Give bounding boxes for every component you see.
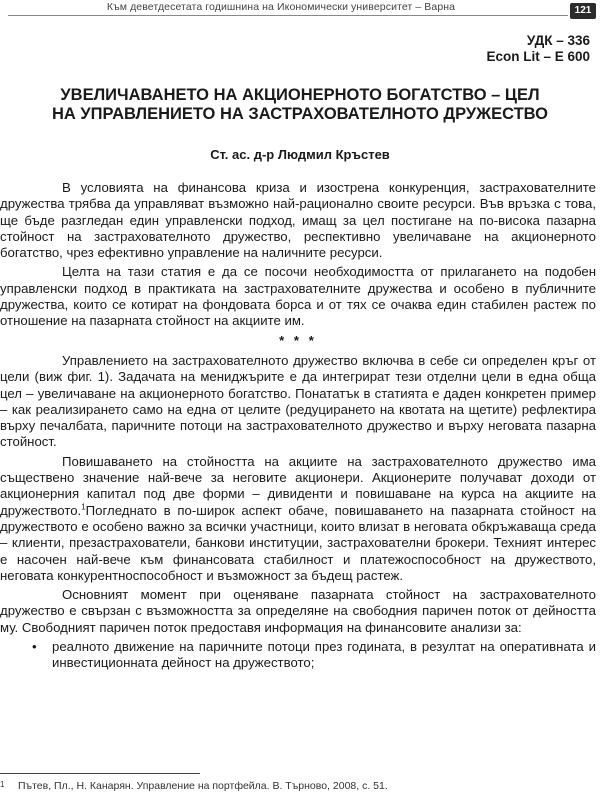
footnote-mark: 1 (0, 780, 5, 789)
footnote-divider (0, 773, 200, 774)
article-title (20, 86, 580, 124)
footnote-text: Пътев, Пл., Н. Канарян. Управление на портфейла. В. Търново, 2008, с. 51. (18, 780, 388, 792)
footnote (0, 780, 596, 792)
classification-codes (486, 33, 590, 65)
running-header (0, 0, 600, 20)
article-author: Ст. ас. д-р Людмил Кръстев (210, 147, 390, 162)
bullet-text: реалното движение на паричните потоци през годината, в резултат на оперативната и инвестиционната дейност на дружеството; (52, 639, 596, 671)
body-paragraph: Основният момент при оценяване пазарната стойност на застрахователното дружество е свързан с възможността за определяне на свободния паричен поток от дейността му. Свободният паричен поток предоставя информация на финансовите анализи за: (0, 587, 596, 635)
econlit-code: Econ Lit – E 600 (486, 49, 590, 64)
body-paragraph: Целта на тази статия е да се посочи необходимостта от прилагането на подобен управленски подход в практиката на застрахователните дружества и особено в публичните дружества, които се котират на фондовата борса и от тях се очаква един стабилен растеж по отношение на пазарната стойност на акциите им. (0, 264, 596, 329)
body-paragraph: В условията на финансова криза и изострена конкуренция, застрахователните дружества трябва да управляват възможно най-рационално своите ресурси. Във връзка с това, ще бъде разгледан един управленски подход, имащ за цел постигане на по-висока пазарна стойност на застрахователното дружество, респективно увеличаване на акционерното богатство, чрез ефективно управление на наличните ресурси. (0, 180, 596, 261)
body-paragraph: Управлението на застрахователното дружество включва в себе си определен кръг от цели (виж фиг. 1). Задачата на мениджърите е да интегрират тези отделни цели в една обща цел – увеличаване на акционерното богатство. Понататък в статията е даден конкретен пример – как реализирането само на една от целите (редуцирането на квотата на щетите) рефлектира върху печалбата, паричните потоци на застрахователното дружество и върху неговата пазарна стойност. (0, 352, 596, 450)
bullet-list (0, 639, 596, 672)
body-paragraph-text: Повишаването на стойността на акциите на застрахователното дружество има съществено значение най-вече за неговите акционери. Акционерите получават доходи от акционерния капитал под две форми – дивиденти и повишаване на курса на акциите на дружеството. (0, 453, 596, 518)
bullet-item (0, 639, 596, 672)
udc-code: УДК – 336 (526, 33, 590, 48)
bullet-icon: • (32, 639, 37, 655)
header-divider (8, 15, 568, 16)
running-header-title: Към деветдесетата годишнина на Икономически университет – Варна (106, 1, 456, 13)
article-body (0, 180, 596, 672)
body-paragraph-text: Погледнато в по-широк аспект обаче, повишаването на пазарната стойност на дружеството е особено важно за всички участници, които влизат в неговата обкръжаваща среда – клиенти, презастрахователи, банкови институции, застрахователни брокери. Техният интерес е насочен най-вече към финансовата стабилност и платежоспособност на дружеството, неговата конкурентноспособност и възможност за бъдещ растеж. (0, 502, 596, 583)
page-number: 121 (570, 3, 596, 19)
article-title-line-2: НА УПРАВЛЕНИЕТО НА ЗАСТРАХОВАТЕЛНОТО ДРУЖЕСТВО (51, 105, 549, 123)
footnote-reference: 1 (81, 502, 86, 512)
body-paragraph (0, 454, 596, 584)
article-title-line-1: УВЕЛИЧАВАНЕТО НА АКЦИОНЕРНОТО БОГАТСТВО – ЦЕЛ (60, 86, 540, 104)
section-divider: * * * (279, 332, 317, 348)
